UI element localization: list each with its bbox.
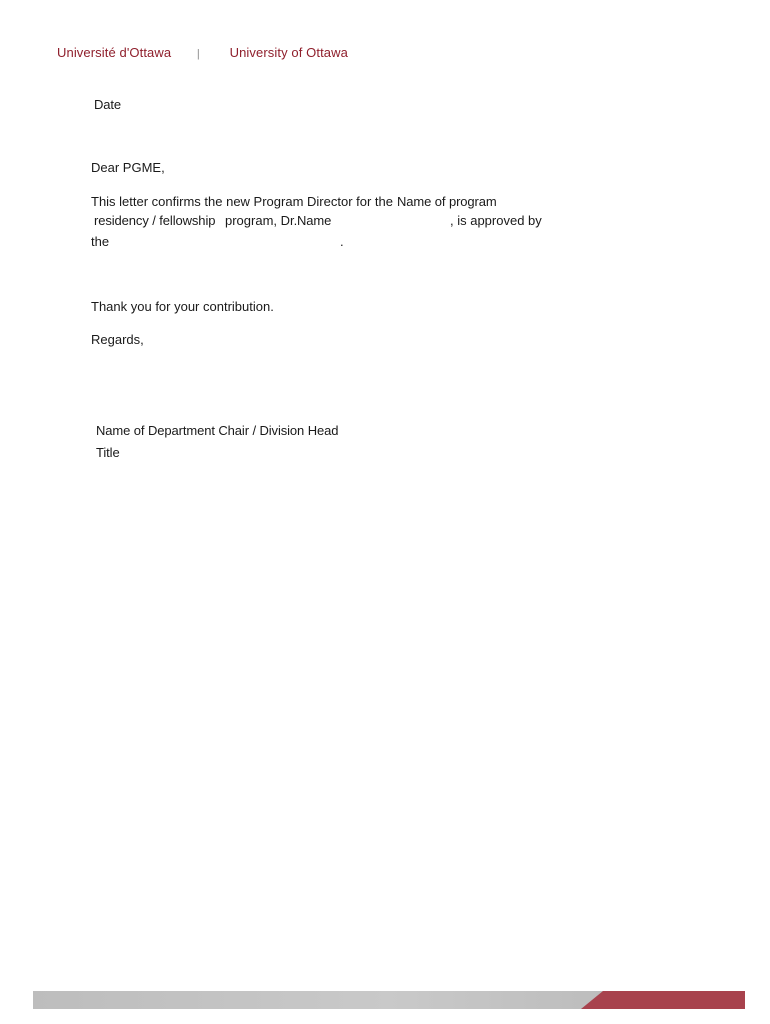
signatory-name-field[interactable]: Name of Department Chair / Division Head: [96, 423, 339, 438]
university-name-french: Université d'Ottawa: [57, 45, 172, 60]
footer-bar: [33, 991, 745, 1009]
body-line2-tail: , is approved by: [450, 213, 542, 228]
thanks-line: Thank you for your contribution.: [91, 299, 274, 314]
date-field[interactable]: Date: [94, 97, 122, 112]
body-line3-tail: .: [340, 234, 344, 249]
signatory-title-field[interactable]: Title: [96, 445, 120, 460]
director-name-field[interactable]: Name: [297, 213, 332, 228]
salutation: Dear PGME,: [91, 160, 165, 175]
program-name-field[interactable]: Name of program: [397, 194, 497, 209]
body-line1-text: This letter confirms the new Program Director for the: [91, 194, 393, 209]
body-line2-text: program, Dr.: [225, 213, 298, 228]
body-line3-text: the: [91, 234, 110, 249]
footer-red-band: [581, 991, 745, 1009]
closing: Regards,: [91, 332, 144, 347]
program-type-field[interactable]: residency / fellowship: [94, 213, 216, 228]
university-name-english: University of Ottawa: [229, 45, 348, 60]
university-header: [57, 45, 348, 60]
header-separator: |: [196, 48, 200, 60]
